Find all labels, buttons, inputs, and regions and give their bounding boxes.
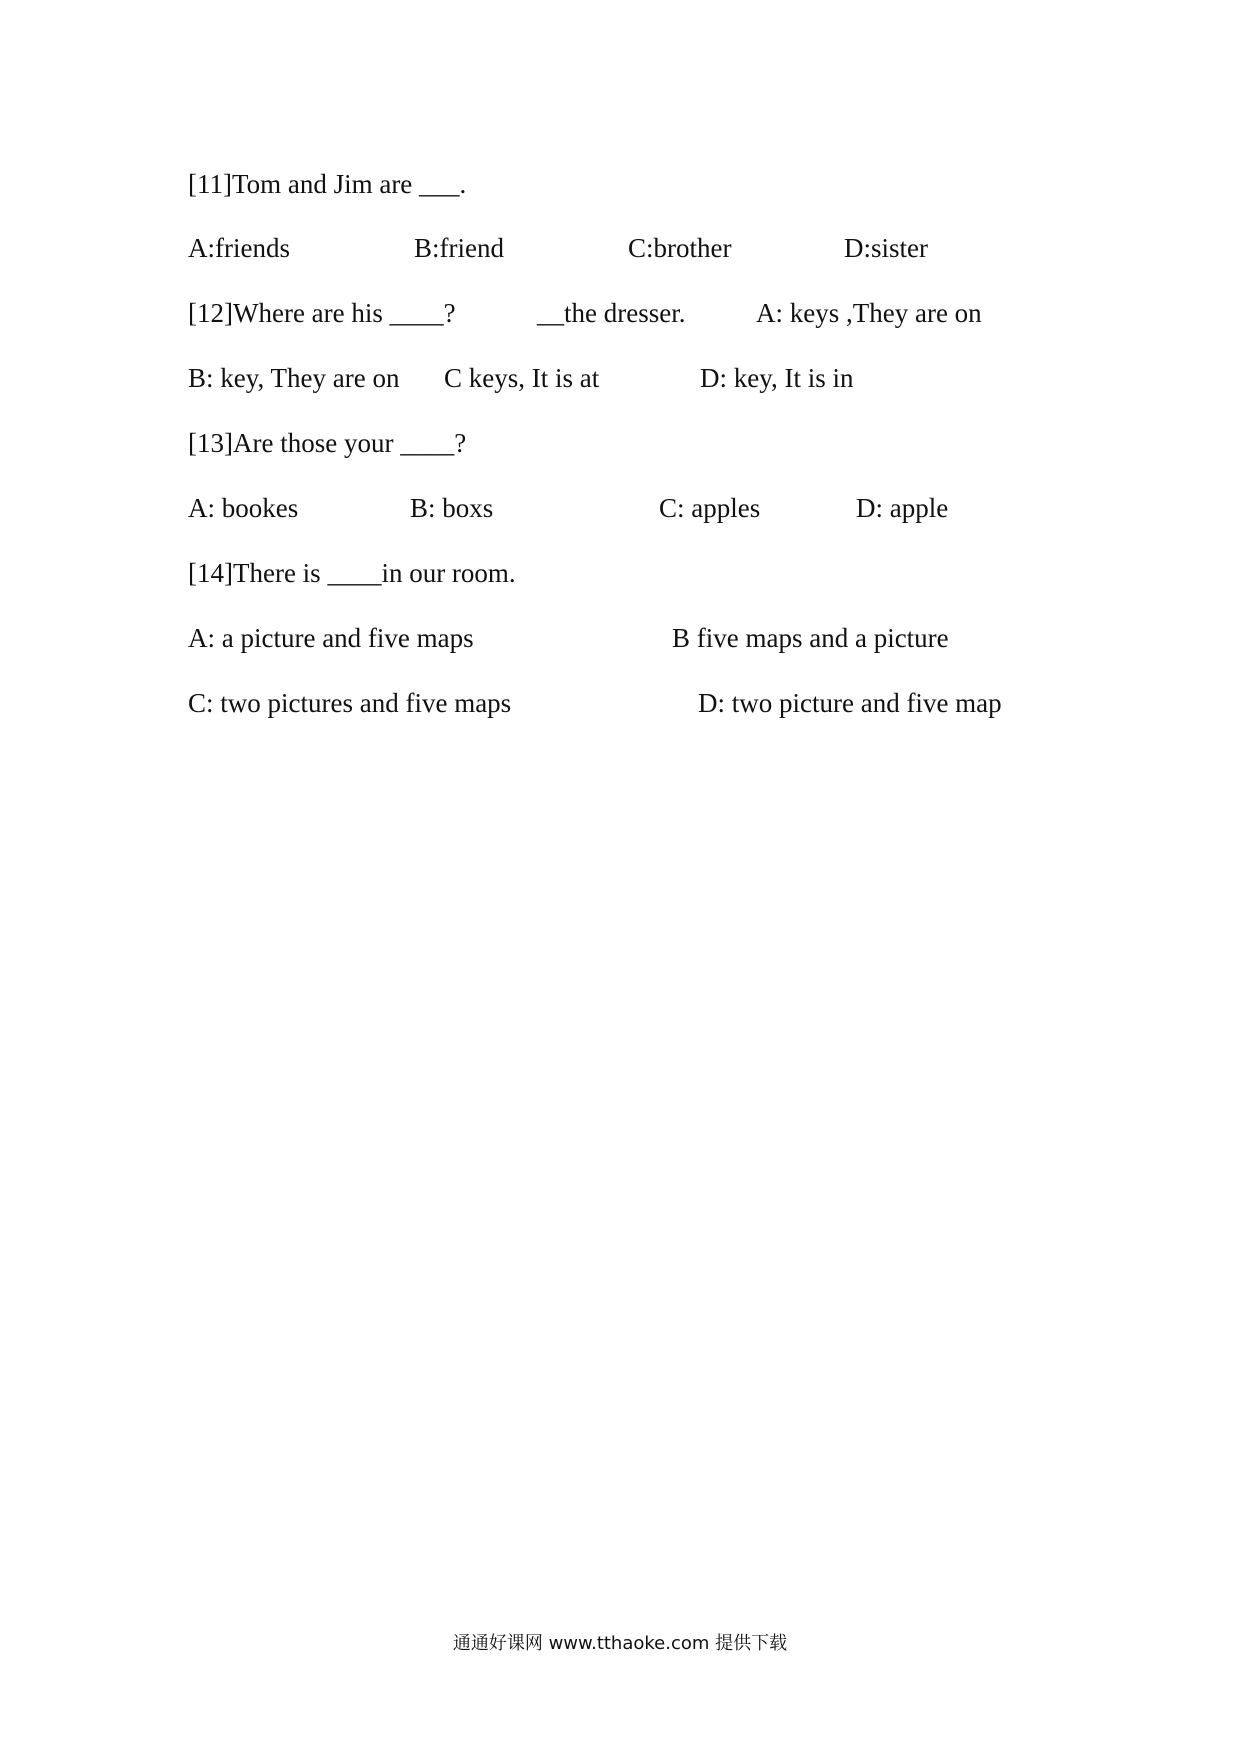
question-14-stem	[188, 553, 1100, 593]
option-c: C:brother	[628, 233, 732, 263]
option-b: B: boxs	[410, 493, 494, 523]
question-11-options	[188, 228, 1100, 268]
option-b: B five maps and a picture	[672, 623, 949, 653]
option-d: D: apple	[856, 493, 949, 523]
option-a: A:friends	[188, 233, 290, 263]
option-a: A: bookes	[188, 493, 299, 523]
option-a: A: a picture and five maps	[188, 623, 474, 653]
page-footer: 通通好课网 www.tthaoke.com 提供下载	[452, 1633, 788, 1654]
question-13-stem	[188, 423, 1100, 463]
option-c: C: apples	[659, 493, 761, 523]
option-b: B:friend	[414, 233, 504, 263]
question-14-options-row-1	[188, 618, 1100, 658]
question-text: [14]There is ____in our room.	[188, 558, 516, 588]
question-text: [11]Tom and Jim are ___.	[188, 169, 467, 199]
option-d: D:sister	[844, 233, 928, 263]
question-12-stem	[188, 293, 1100, 333]
option-c: C keys, It is at	[444, 363, 600, 393]
option-b: B: key, They are on	[188, 363, 400, 393]
question-11-stem	[188, 164, 1100, 204]
option-d: D: key, It is in	[700, 363, 854, 393]
question-text-part-b: __the dresser.	[537, 298, 686, 328]
question-text: [12]Where are his ____?	[188, 298, 456, 328]
question-text: [13]Are those your ____?	[188, 428, 467, 458]
option-d: D: two picture and five map	[698, 688, 1002, 718]
question-14-options-row-2	[188, 683, 1100, 723]
option-c: C: two pictures and five maps	[188, 688, 512, 718]
question-13-options	[188, 488, 1100, 528]
option-a: A: keys ,They are on	[756, 298, 982, 328]
question-12-options	[188, 358, 1100, 398]
